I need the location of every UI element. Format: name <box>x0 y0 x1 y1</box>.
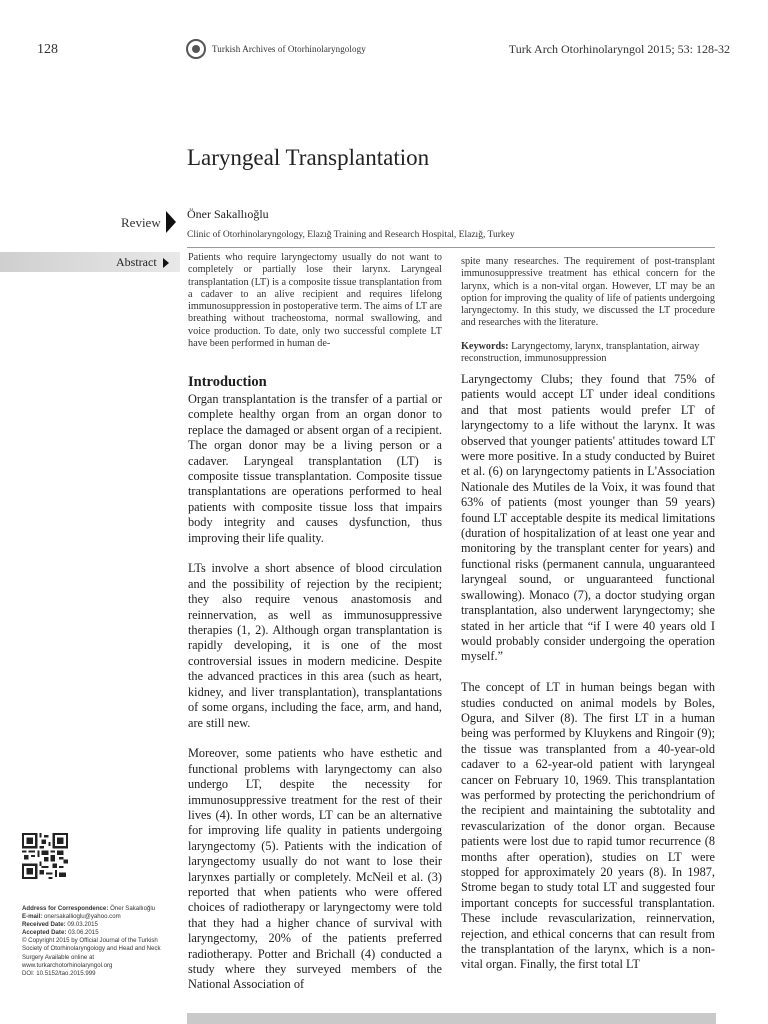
abstract-label: Abstract <box>116 255 157 269</box>
article-title: Laryngeal Transplantation <box>187 145 430 170</box>
correspondence-block <box>22 905 172 978</box>
journal-logo-text: Turkish Archives of Otorhinolaryngology <box>212 44 366 54</box>
received-date: 09.03.2015 <box>67 921 98 929</box>
address-label: Address for Correspondence: <box>22 905 109 912</box>
section-heading: Introduction <box>188 374 267 390</box>
footer-bar <box>187 1013 716 1024</box>
keywords <box>461 341 715 366</box>
journal-citation: Turk Arch Otorhinolaryngol 2015; 53: 128-32 <box>508 42 730 56</box>
header-divider <box>187 247 715 248</box>
section-arrow-icon <box>166 211 176 233</box>
email-label: E-mail: <box>22 913 43 921</box>
journal-logo <box>186 39 366 59</box>
address-line <box>22 905 172 913</box>
qr-code-icon <box>22 833 68 879</box>
page-number: 128 <box>37 42 58 57</box>
abstract-arrow-icon <box>163 258 169 268</box>
accepted-label: Accepted Date: <box>22 929 67 937</box>
body-column-right <box>461 372 715 988</box>
body-paragraph: LTs involve a short absence of blood circulation and the possibility of rejection by the recipient; they also require venous anastomosis and reinnervation, as well as immunosuppressive therapies (1, 2). Although organ transplantation is rapidly developing, it is one of the most controversial issues in modern medicine. Despite the advanced practices in this area (such as heart, kidney, and liver transplantation), transplantations of some organs, including the face, arm, and hand, are still new. <box>188 561 442 730</box>
accepted-date: 03.06.2015 <box>68 929 99 937</box>
received-label: Received Date: <box>22 921 66 929</box>
body-paragraph: Organ transplantation is the transfer of a partial or complete healthy organ from an organ donor to replace the damaged or absent organ of a recipient. The organ donor may be a living person or a cadaver. Laryngeal transplantation (LT) is composite tissue transplantation. Composite tissue transplantations are operations performed to heal patients with composite tissue loss that impairs body integrity and causes dysfunction, thus improving their life quality. <box>188 392 442 545</box>
received-line <box>22 921 172 929</box>
section-label: Review <box>121 215 161 230</box>
abstract-text-left: Patients who require laryngectomy usually do not want to completely or partially lose their larynx. Laryngeal transplantation (LT) is a composite tissue transplantation from a cadaver to an alive recipient and requires lifelong immunosuppression in postoperative term. The aims of LT are breathing without tracheostoma, normal swallowing, and voice production. To date, only two successful complete LT have been performed in human de- <box>188 252 442 350</box>
journal-emblem-icon <box>186 39 206 59</box>
keywords-label: Keywords: <box>461 341 509 352</box>
copyright-notice: © Copyright 2015 by Official Journal of the Turkish Society of Otorhinolaryngology and Head and Neck Surgery Available online at www.turkarchotorhinolaryngol.org <box>22 937 161 969</box>
doi: DOI: 10.5152/tao.2015.999 <box>22 969 96 977</box>
email-line <box>22 913 172 921</box>
address-name: Öner Sakallıoğlu <box>110 905 156 912</box>
author-affiliation: Clinic of Otorhinolaryngology, Elazığ Training and Research Hospital, Elazığ, Turkey <box>187 230 515 240</box>
body-paragraph: The concept of LT in human beings began with studies conducted on animal models by Boles, Ogura, and Silver (8). The first LT in a human being was performed by Kluykens and Ringoir (9); the tissue was transplanted from a 40-year-old cadaver to a 62-year-old patient with laryngeal cancer on February 10, 1969. This transplantation was performed by protecting the perichondrium of the recipient and maintaining the subtotality and revascularization of the donor organ. Because patients were lost due to rapid tumor recurrence (8 months after operation), studies on LT were stopped for approximately 20 years (8). In 1987, Strome began to study total LT and suggested four important concepts for successful transplantation. These include revascularization, reinnervation, rejection, and ethical concerns that can result from the transplantation of the larynx, which is a non-vital organ. Finally, the first total LT <box>461 680 715 972</box>
abstract-text-right: spite many researches. The requirement of post-transplant immunosuppressive treatment has ethical concern for the larynx, which is a non-vital organ. However, LT may be an option for improving the quality of life of patients undergoing laryngectomy. In this study, we discussed the LT procedure and researches with the literature. <box>461 256 715 329</box>
body-paragraph: Moreover, some patients who have esthetic and functional problems with laryngectomy can also undergo LT, despite the necessity for immunosuppressive treatment for the rest of their lives (4). In other words, LT can be an alternative for improving life quality in patients undergoing laryngectomy (5). Patients with the indication of laryngectomy usually do not want to lose their larynxes partially or completely. McNeil et al. (3) reported that when patients who were offered choices of radiotherapy or laryngectomy were told that they had a higher chance of survival with laryngectomy, 20% of the patients preferred radiotherapy. Potter and Brichall (4) conducted a study where they surveyed members of the National Association of <box>188 746 442 992</box>
body-paragraph: Laryngectomy Clubs; they found that 75% of patients would accept LT under ideal conditions and that most patients would prefer LT of laryngectomy to a life without the larynx. It was observed that younger patients' attitudes toward LT were more positive. In a study conducted by Buiret et al. (6) on laryngectomy patients in L'Association Nationale des Mutiles de la Voix, it was found that 63% of patients (most younger than 59 years) found LT acceptable despite its medical limitations (duration of hospitalization of at least one year and monitoring by the transplant center for years) and functional risks (permanent cannula, unguaranteed laryngeal sound, or unguaranteed functional swallowing). Monaco (7), a doctor studying organ transplantation, also underwent laryngectomy; she stated in her article that “if I were 40 years old I would probably consider undergoing the operation myself.” <box>461 372 715 664</box>
keywords-list: Laryngectomy, larynx, transplantation, airway reconstruction, immunosuppression <box>461 341 700 365</box>
body-column-left <box>188 374 442 1008</box>
email-value: onersakallioglu@yahoo.com <box>44 913 121 921</box>
author-name: Öner Sakallıoğlu <box>187 207 269 221</box>
accepted-line <box>22 929 172 937</box>
